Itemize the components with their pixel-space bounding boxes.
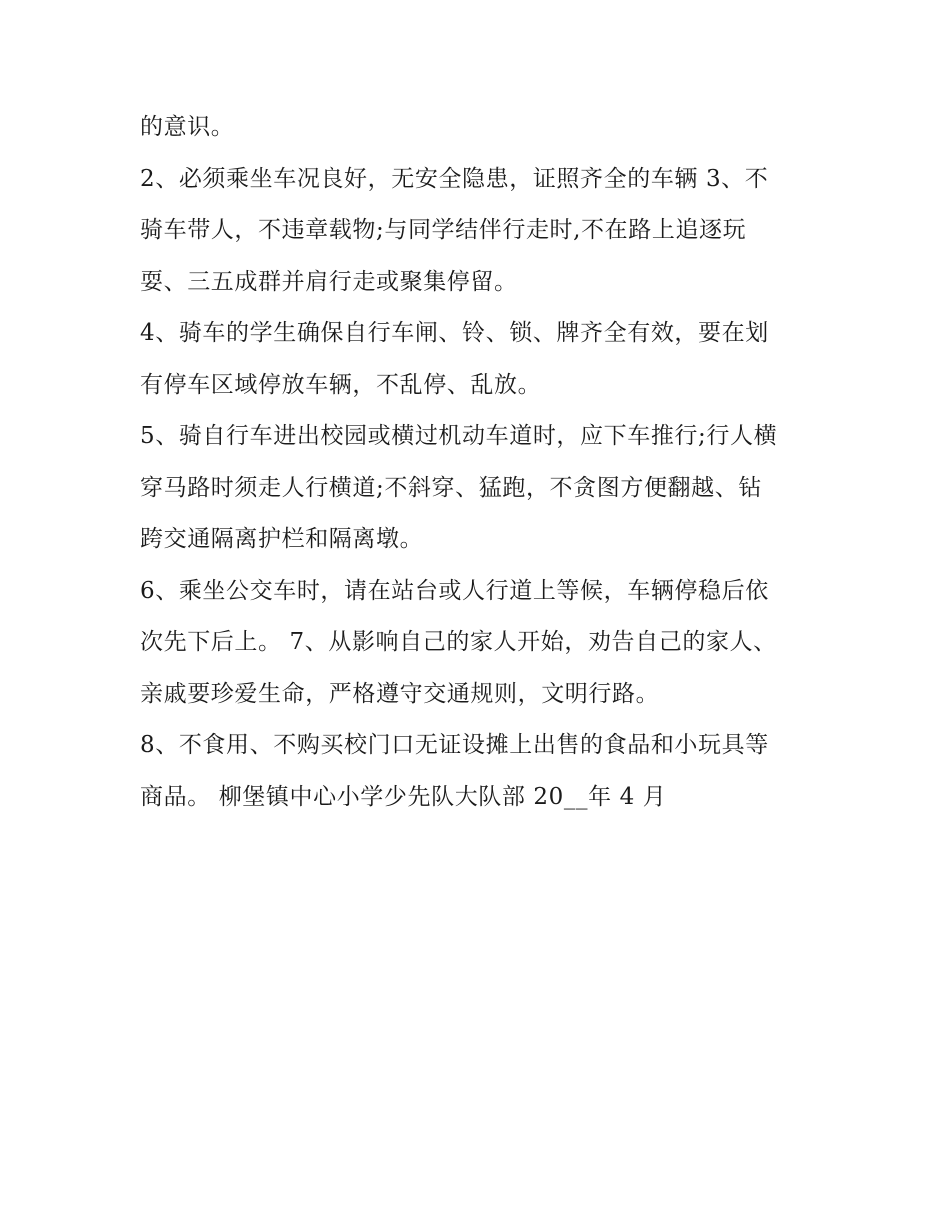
text-line: 4、骑车的学生确保自行车闸、铃、锁、牌齐全有效，要在划 [140, 320, 769, 346]
text-line: 2、必须乘坐车况良好，无安全隐患，证照齐全的车辆 3、不 [140, 165, 769, 192]
text-line: 耍、三五成群并肩行走或聚集停留。 [140, 268, 518, 295]
text-line: 8、不食用、不购买校门口无证设摊上出售的食品和小玩具等 [140, 732, 769, 758]
text-line: 的意识。 [140, 114, 235, 140]
text-line: 穿马路时须走人行横道;不斜穿、猛跑，不贪图方便翻越、钻 [140, 474, 762, 501]
text-line: 有停车区域停放车辆，不乱停、乱放。 [140, 371, 542, 398]
text-line: 骑车带人，不违章载物;与同学结伴行走时,不在路上追逐玩 [140, 217, 747, 243]
text-line: 6、乘坐公交车时，请在站台或人行道上等候，车辆停稳后依 [140, 577, 769, 604]
document-body [140, 102, 820, 823]
text-line: 跨交通隔离护栏和隔离墩。 [140, 526, 424, 552]
text-line: 次先下后上。 7、从影响自己的家人开始，劝告自己的家人、 [140, 629, 777, 655]
text-line: 商品。 柳堡镇中心小学少先队大队部 20__年 4 月 [140, 783, 667, 810]
text-line: 亲戚要珍爱生命，严格遵守交通规则，文明行路。 [140, 680, 660, 707]
text-line: 5、骑自行车进出校园或横过机动车道时，应下车推行;行人横 [140, 423, 778, 449]
